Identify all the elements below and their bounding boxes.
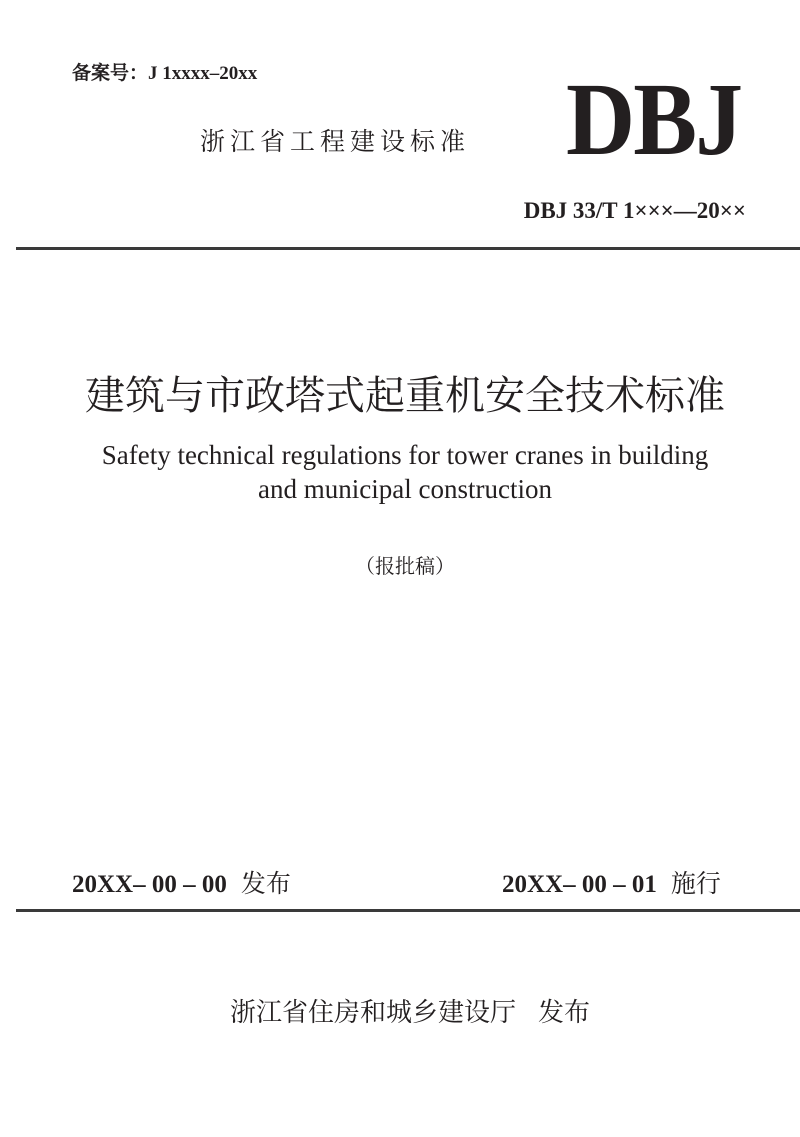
dbj-logo: DBJ [566,62,742,177]
document-title: 建筑与市政塔式起重机安全技术标准 [85,373,725,418]
effective-date-line [502,864,721,900]
issue-label: 发布 [240,869,291,898]
english-title-line-1: Safety technical regulations for tower cranes in building [101,440,709,470]
record-label: 备案号： [72,62,149,84]
effective-date: 20XX– 00 – 01 [502,871,657,898]
bottom-divider [16,909,800,912]
issue-date-line [72,864,291,900]
standard-category: 浙江省工程建设标准 [200,127,471,156]
effective-label: 施行 [670,869,721,898]
record-value: J 1xxxx–20xx [148,63,258,84]
publisher-action: 发布 [538,998,591,1028]
publisher [0,992,800,1029]
draft-status: （报批稿） [355,554,455,578]
english-title-line-2: and municipal construction [258,474,552,504]
issue-date: 20XX– 00 – 00 [72,871,227,898]
standard-code: DBJ 33/T 1×××—20×× [523,198,746,223]
record-number [72,58,257,85]
english-title [0,438,800,506]
top-divider [16,247,800,250]
publisher-name: 浙江省住房和城乡建设厅 [229,998,516,1028]
